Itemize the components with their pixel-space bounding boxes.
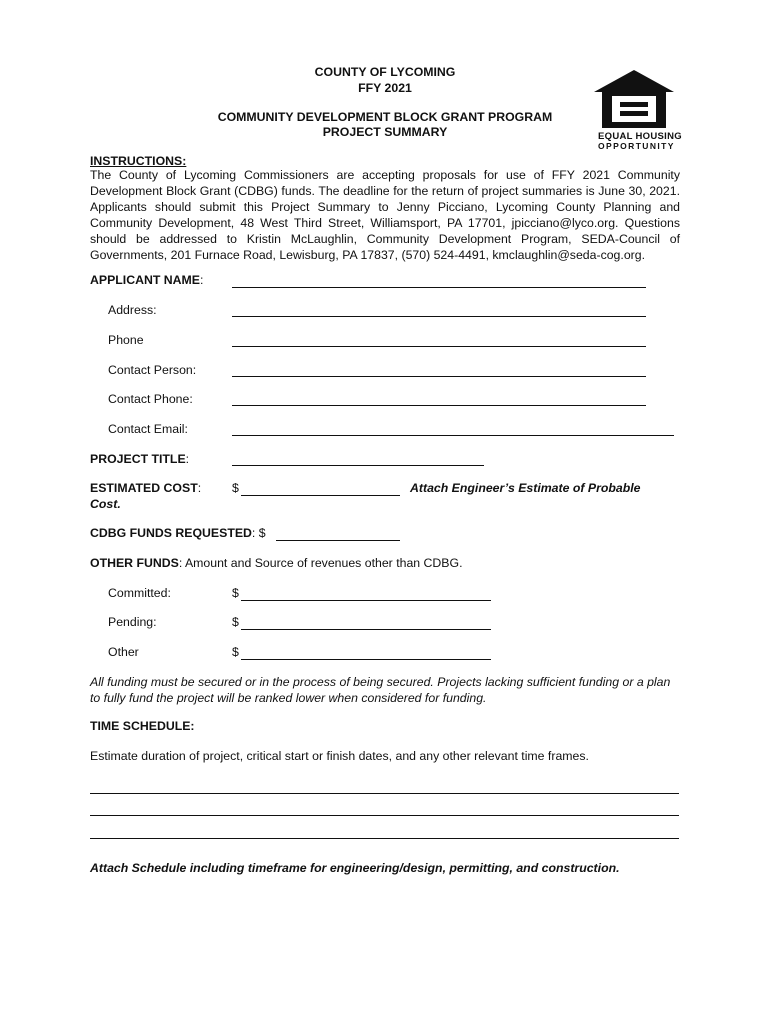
- estimated-cost-label-text: ESTIMATED COST: [90, 481, 198, 495]
- estimated-cost-dollar: $: [232, 481, 239, 495]
- other-funds-label: [90, 556, 463, 570]
- phone-field[interactable]: [232, 346, 646, 347]
- equal-housing-logo-icon: [592, 68, 676, 130]
- schedule-line-1[interactable]: [90, 793, 679, 794]
- pending-field[interactable]: [241, 629, 491, 630]
- other-label: Other: [108, 645, 139, 659]
- address-field[interactable]: [232, 316, 646, 317]
- applicant-name-label: [90, 273, 203, 287]
- other-funds-label-text: OTHER FUNDS: [90, 556, 179, 570]
- applicant-name-label-text: APPLICANT NAME: [90, 273, 200, 287]
- estimated-cost-colon: :: [197, 481, 202, 495]
- equal-housing-text: [598, 132, 682, 151]
- program-title: COMMUNITY DEVELOPMENT BLOCK GRANT PROGRAM: [217, 110, 553, 124]
- project-title-label-text: PROJECT TITLE: [90, 452, 186, 466]
- time-schedule-prompt: Estimate duration of project, critical start or finish dates, and any other relevant time frames.: [90, 749, 589, 763]
- other-field[interactable]: [241, 659, 491, 660]
- project-title-field[interactable]: [232, 465, 484, 466]
- contact-email-field[interactable]: [232, 435, 674, 436]
- committed-label: Committed:: [108, 586, 171, 600]
- contact-phone-field[interactable]: [232, 405, 646, 406]
- equal-housing-line1: EQUAL HOUSING: [598, 131, 682, 142]
- phone-label: Phone: [108, 333, 144, 347]
- county-title: COUNTY OF LYCOMING: [314, 65, 456, 79]
- applicant-name-field[interactable]: [232, 287, 646, 288]
- pending-dollar: $: [232, 615, 239, 629]
- estimated-cost-field[interactable]: [241, 495, 400, 496]
- cdbg-funds-field[interactable]: [276, 540, 400, 541]
- contact-person-label: Contact Person:: [108, 363, 197, 377]
- engineer-estimate-note: Attach Engineer’s Estimate of Probable: [410, 481, 641, 495]
- schedule-line-3[interactable]: [90, 838, 679, 839]
- contact-phone-label: Contact Phone:: [108, 392, 193, 406]
- other-funds-rest: : Amount and Source of revenues other than CDBG.: [178, 556, 463, 570]
- address-label: Address:: [108, 303, 157, 317]
- other-dollar: $: [232, 645, 239, 659]
- contact-person-field[interactable]: [232, 376, 646, 377]
- equal-housing-line2: OPPORTUNITY: [598, 140, 675, 151]
- cdbg-funds-label-text: CDBG FUNDS REQUESTED: [90, 526, 252, 540]
- estimated-cost-cont: Cost.: [90, 497, 121, 511]
- schedule-line-2[interactable]: [90, 815, 679, 816]
- committed-field[interactable]: [241, 600, 491, 601]
- project-title-label: [90, 452, 189, 466]
- contact-email-label: Contact Email:: [108, 422, 188, 436]
- estimated-cost-label: [90, 481, 201, 495]
- project-summary-title: PROJECT SUMMARY: [322, 125, 448, 139]
- instructions-heading: INSTRUCTIONS:: [90, 154, 187, 168]
- funding-note: All funding must be secured or in the process of being secured. Projects lacking sufficient funding or a plan to fully fund the project will be ranked lower when considered for funding.: [90, 675, 671, 705]
- attach-schedule-note: Attach Schedule including timeframe for engineering/design, permitting, and construction.: [90, 861, 620, 875]
- pending-label: Pending:: [108, 615, 157, 629]
- committed-dollar: $: [232, 586, 239, 600]
- time-schedule-heading: TIME SCHEDULE:: [90, 719, 195, 733]
- project-title-colon: :: [185, 452, 190, 466]
- cdbg-funds-label: [90, 526, 266, 540]
- applicant-name-colon: :: [200, 273, 204, 287]
- cdbg-funds-rest: : $: [251, 526, 266, 540]
- instructions-body: The County of Lycoming Commissioners are accepting proposals for use of FFY 2021 Community Development Block Grant (CDBG) funds. The deadline for the return of project summaries is June 30, 2021. Applicants should submit this Project Summary to Jenny Picciano, Lycoming County Planning and Community Development, 48 West Third Street, Williamsport, PA 17701, jpicciano@lyco.org. Questions should be addressed to Kristin McLaughlin, Community Development Program, SEDA-Council of Governments, 201 Furnace Road, Lewisburg, PA 17837, (570) 524-4491, kmclaughlin@seda-cog.org.: [90, 168, 680, 262]
- ffy-title: FFY 2021: [358, 81, 412, 95]
